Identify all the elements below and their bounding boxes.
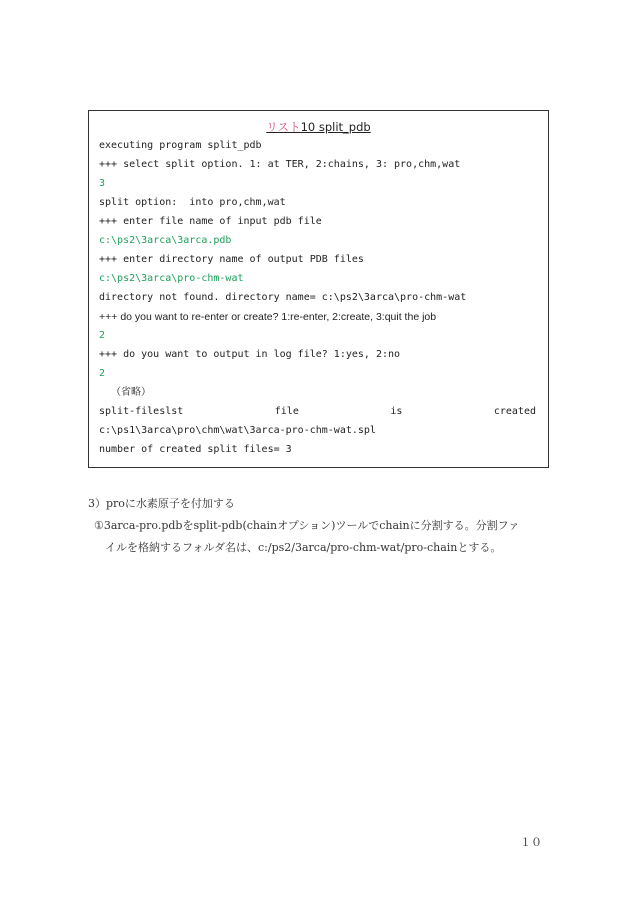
listing-title bbox=[89, 119, 548, 135]
listing-word: file bbox=[274, 406, 299, 417]
listing-justified-line bbox=[99, 404, 540, 420]
listing-line: executing program split_pdb bbox=[99, 140, 262, 151]
listing-input-line: c:\ps2\3arca\pro-chm-wat bbox=[99, 273, 244, 284]
listing-line: split option: into pro,chm,wat bbox=[99, 197, 286, 208]
listing-input-line: 2 bbox=[99, 368, 106, 379]
listing-title-label: リスト bbox=[266, 120, 301, 134]
listing-input-line: c:\ps2\3arca\3arca.pdb bbox=[99, 235, 232, 246]
listing-line: +++ enter directory name of output PDB files bbox=[99, 254, 364, 265]
section-heading: 3）proに水素原子を付加する bbox=[88, 497, 235, 510]
page-number: １０ bbox=[520, 836, 542, 849]
step-item-line: ①3arca-pro.pdbをsplit-pdb(chainオプション)ツールでchainに分割する。分割ファ bbox=[94, 519, 520, 532]
listing-line: number of created split files= 3 bbox=[99, 444, 292, 455]
listing-word: split-fileslst bbox=[99, 406, 184, 417]
listing-line: +++ do you want to re-enter or create? 1:re-enter, 2:create, 3:quit the job bbox=[99, 311, 437, 323]
listing-input-line: 2 bbox=[99, 330, 106, 341]
listing-omitted-line: （省略） bbox=[99, 387, 152, 398]
listing-word: is bbox=[390, 406, 403, 417]
listing-line: directory not found. directory name= c:\ps2\3arca\pro-chm-wat bbox=[99, 292, 467, 303]
code-listing-box bbox=[88, 110, 549, 468]
listing-line: +++ do you want to output in log file? 1:yes, 2:no bbox=[99, 349, 401, 360]
listing-line: +++ select split option. 1: at TER, 2:chains, 3: pro,chm,wat bbox=[99, 159, 461, 170]
listing-line: +++ enter file name of input pdb file bbox=[99, 216, 322, 227]
step-item-line: イルを格納するフォルダ名は、c:/ps2/3arca/pro-chm-wat/pro-chainとする。 bbox=[105, 541, 502, 554]
listing-word: created bbox=[493, 406, 536, 417]
listing-input-line: 3 bbox=[99, 178, 106, 189]
listing-title-name: 10 split_pdb bbox=[300, 120, 371, 134]
listing-line: c:\ps1\3arca\pro\chm\wat\3arca-pro-chm-wat.spl bbox=[99, 425, 376, 436]
